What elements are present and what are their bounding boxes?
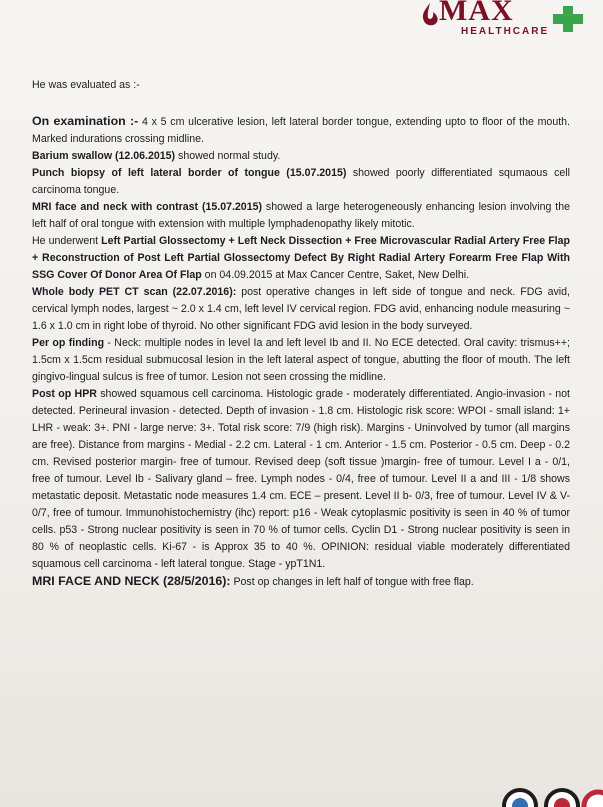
barium-text: showed normal study. <box>175 150 281 162</box>
brand-name: MAX <box>439 0 514 27</box>
biopsy-label: Punch biopsy of left lateral border of tongue (15.07.2015) <box>32 167 347 179</box>
barium-paragraph <box>32 148 570 165</box>
surgery-paragraph <box>32 233 570 284</box>
pet-ct-text: post operative changes in left side of tongue and neck. FDG avid, cervical lymph nodes, largest ~ 2.0 x 1.4 cm, left level IV cervical region. FDG avid, enhancing nodule measuring ~ 1.6 x 1.0 cm in right lobe of thyroid. No other significant FDG avid lesion in the body surveyed. <box>32 286 570 332</box>
per-op-paragraph <box>32 335 570 386</box>
biopsy-text: showed poorly differentiated squmaous cell carcinoma tongue. <box>32 167 570 196</box>
hpr-text: showed squamous cell carcinoma. Histologic grade - moderately differentiated. Angio-invasion - not detected. Perineural invasion - detected. Depth of invasion - 1.8 cm. Histologic risk score: WPOI - small island: 1+ LHR - weak: 3+. PNI - large nerve: 3+. Total risk score: 7/9 (high risk). Margins - Uninvolved by tumor (all margins are free). Distance from margins - Medial - 2.2 cm. Lateral - 1 cm. Anterior - 1.5 cm. Posterior - 0.5 cm. Deep - 0.2 cm. Revised posterior margin- free of tumour. Revised deep (soft tissue )margin- free of tumour. Level I a - 0/1, free of tumour. Level Ib - Salivary gland – free. Lymph nodes - 0/4, free of tumour. Level II a and III - 1/8 shows metastatic deposit. Metastatic node measures 1.4 cm. ECE – present. Level II b- 0/3, free of tumour. Level IV & V- 0/7, free of tumour. Immunohistochemistry (ihc) report: p16 - Weak cytoplasmic positivity is seen in 40 % of tumor cells. p53 - Strong nuclear positivity is seen in 70 % of tumor cells. Cyclin D1 - Strong nuclear positivity is seen in 80 % of neoplastic cells. Ki-67 - is Approx 35 to 40 %. OPINION: residual viable moderately differentiated squamous cell carcinoma - left lateral tongue. Stage - ypT1N1. <box>32 388 571 570</box>
mri-2016-label: MRI FACE AND NECK (28/5/2016): <box>32 574 231 588</box>
per-op-label: Per op finding <box>32 337 105 349</box>
barium-label: Barium swallow (12.06.2015) <box>32 150 176 162</box>
per-op-text: - Neck: multiple nodes in level Ia and left level Ib and II. No ECE detected. Oral cavity: trismus++; 1.5cm x 1.5cm residual submucosal lesion in the left lateral aspect of tongue, abutting the floor of mouth. The left gingivo-lingual sulcus is free of tumor. Lesion not seen crossing the midline. <box>32 337 570 383</box>
surgery-suffix: on 04.09.2015 at Max Cancer Centre, Saket, New Delhi. <box>201 269 470 281</box>
max-healthcare-logo <box>419 0 589 44</box>
mri-paragraph <box>32 199 570 233</box>
hpr-label: Post op HPR <box>32 388 97 400</box>
accreditation-seals <box>480 780 603 807</box>
medical-cross-icon <box>551 4 585 34</box>
surgery-procedure: Left Partial Glossectomy + Left Neck Dissection + Free Microvascular Radial Artery Free Flap + Reconstruction of Post Left Partial Glossectomy Defect By Right Radial Artery Forearm Free Flap With SSG Cover Of Donor Area Of Flap <box>32 235 570 281</box>
mri-2016-paragraph <box>32 573 570 591</box>
mri-text: showed a large heterogeneously enhancing lesion involving the left half of oral tongue with extension with multiple lymphadenopathy likely mitotic. <box>32 201 570 230</box>
mri-2016-text: Post op changes in left half of tongue with free flap. <box>230 576 474 588</box>
examination-text: 4 x 5 cm ulcerative lesion, left lateral border tongue, extending upto to floor of the mouth. Marked indurations crossing midline. <box>32 116 570 145</box>
hpr-paragraph <box>32 386 570 573</box>
brand-subtitle: HEALTHCARE <box>461 26 550 37</box>
examination-paragraph <box>32 113 570 148</box>
surgery-prefix: He underwent <box>32 235 102 247</box>
flame-icon <box>419 2 441 28</box>
pet-ct-paragraph <box>32 284 570 335</box>
intro-line: He was evaluated as :- <box>32 79 140 91</box>
mri-label: MRI face and neck with contrast (15.07.2015) <box>32 201 263 213</box>
biopsy-paragraph <box>32 165 570 199</box>
report-body <box>22 77 570 591</box>
examination-label: On examination :- <box>32 114 139 128</box>
pet-ct-label: Whole body PET CT scan (22.07.2016): <box>32 286 237 298</box>
